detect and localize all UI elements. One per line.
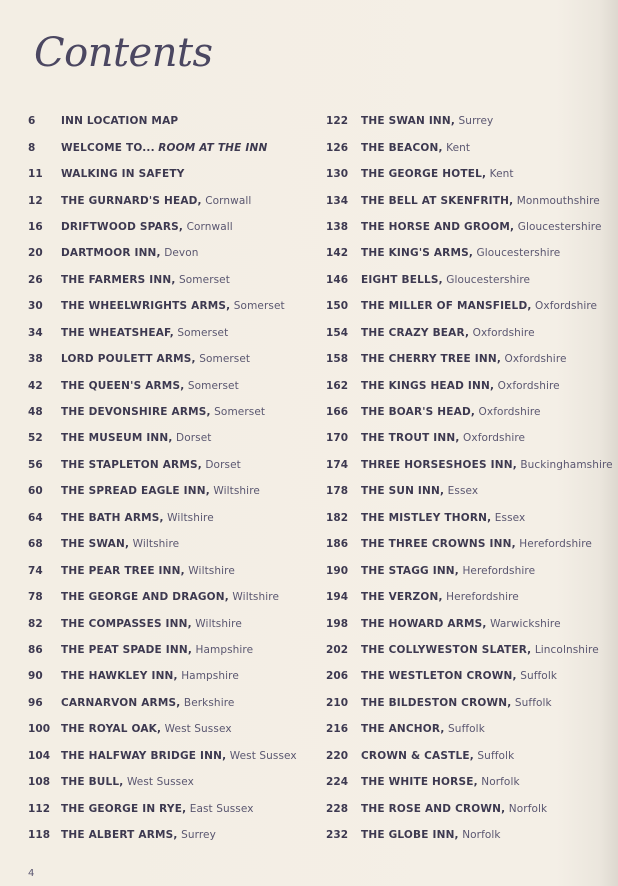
entry-inn-name: DRIFTWOOD SPARS,: [61, 220, 184, 233]
entry-inn-name: LORD POULETT ARMS,: [61, 353, 196, 366]
entry-location: Norfolk: [462, 829, 501, 842]
contents-entry[interactable]: [28, 108, 328, 134]
entry-page-number: 224: [326, 776, 349, 789]
entry-page-number: 96: [28, 696, 43, 709]
entry-inn-name: THE GURNARD'S HEAD,: [61, 194, 202, 207]
contents-entry[interactable]: [326, 716, 616, 742]
contents-entry[interactable]: [326, 134, 616, 160]
entry-location: West Sussex: [229, 749, 297, 762]
entry-page-number: 74: [28, 564, 43, 577]
entry-inn-name: WALKING IN SAFETY: [61, 168, 185, 181]
contents-entry[interactable]: [326, 346, 616, 372]
contents-entry[interactable]: [326, 505, 616, 531]
contents-entry[interactable]: [28, 531, 328, 557]
entry-page-number: 166: [326, 406, 349, 419]
entry-page-number: 228: [326, 802, 349, 815]
entry-page-number: 108: [28, 776, 51, 789]
contents-entry[interactable]: [326, 320, 616, 346]
entry-location: Oxfordshire: [504, 353, 567, 366]
entry-location: Gloucestershire: [476, 247, 561, 260]
entry-page-number: 52: [28, 432, 43, 445]
entry-location: Somerset: [199, 353, 251, 366]
contents-list-right: [326, 108, 616, 848]
contents-entry[interactable]: [28, 293, 328, 319]
contents-entry[interactable]: [28, 425, 328, 451]
entry-page-number: 68: [28, 538, 43, 551]
entry-page-number: 122: [326, 115, 349, 128]
entry-page-number: 202: [326, 643, 349, 656]
entry-location: Kent: [489, 168, 514, 181]
entry-page-number: 82: [28, 617, 43, 630]
entry-inn-name: THE STAPLETON ARMS,: [61, 458, 202, 471]
entry-page-number: 78: [28, 591, 43, 604]
entry-page-number: 86: [28, 643, 43, 656]
entry-inn-name: THE MISTLEY THORN,: [361, 511, 492, 524]
entry-page-number: 232: [326, 829, 349, 842]
entry-inn-name: THE HALFWAY BRIDGE INN,: [61, 749, 227, 762]
entry-location: Wiltshire: [232, 591, 280, 604]
entry-page-number: 134: [326, 194, 349, 207]
entry-page-number: 198: [326, 617, 349, 630]
entry-inn-name: CROWN & CASTLE,: [361, 749, 474, 762]
entry-page-number: 60: [28, 485, 43, 498]
entry-page-number: 90: [28, 670, 43, 683]
contents-entry[interactable]: [326, 531, 616, 557]
entry-page-number: 38: [28, 353, 43, 366]
contents-entry[interactable]: [28, 743, 328, 769]
entry-location: Herefordshire: [446, 591, 519, 604]
entry-page-number: 154: [326, 326, 349, 339]
entry-location: Norfolk: [481, 776, 520, 789]
contents-entry[interactable]: [28, 161, 328, 187]
contents-entry[interactable]: [28, 505, 328, 531]
contents-entry[interactable]: [326, 743, 616, 769]
entry-location: Hampshire: [181, 670, 239, 683]
contents-entry[interactable]: [28, 663, 328, 689]
entry-inn-name: THE HOWARD ARMS,: [361, 617, 487, 630]
entry-inn-name: THE PEAR TREE INN,: [61, 564, 185, 577]
entry-location: Cornwall: [205, 194, 252, 207]
entry-inn-name: THE QUEEN'S ARMS,: [61, 379, 185, 392]
contents-entry[interactable]: [28, 478, 328, 504]
entry-page-number: 100: [28, 723, 51, 736]
entry-page-number: 170: [326, 432, 349, 445]
contents-entry[interactable]: [326, 240, 616, 266]
entry-location: Essex: [447, 485, 479, 498]
entry-page-number: 48: [28, 406, 43, 419]
entry-location: Dorset: [176, 432, 212, 445]
entry-inn-name: INN LOCATION MAP: [61, 115, 179, 128]
entry-location: Herefordshire: [519, 538, 592, 551]
entry-location: Suffolk: [514, 696, 552, 709]
entry-location: Essex: [494, 511, 526, 524]
entry-location: Oxfordshire: [463, 432, 526, 445]
entry-location: Dorset: [205, 458, 241, 471]
contents-entry[interactable]: [326, 795, 616, 821]
entry-page-number: 34: [28, 326, 43, 339]
entry-inn-name: THE PEAT SPADE INN,: [61, 643, 193, 656]
entry-page-number: 182: [326, 511, 349, 524]
contents-entry[interactable]: [326, 161, 616, 187]
page-number: 4: [28, 868, 35, 879]
entry-page-number: 220: [326, 749, 349, 762]
contents-entry[interactable]: [326, 822, 616, 848]
entry-inn-name: THE GEORGE AND DRAGON,: [61, 591, 229, 604]
entry-page-number: 8: [28, 141, 36, 154]
entry-location: Suffolk: [520, 670, 558, 683]
contents-entry[interactable]: [326, 690, 616, 716]
entry-inn-name: THE KING'S ARMS,: [361, 247, 474, 260]
entry-inn-name: THE WHEATSHEAF,: [61, 326, 174, 339]
entry-inn-name: WELCOME TO...: [61, 141, 155, 154]
entry-location: Buckinghamshire: [520, 458, 613, 471]
contents-entry[interactable]: [28, 557, 328, 583]
entry-location: Warwickshire: [490, 617, 561, 630]
contents-entry[interactable]: [326, 637, 616, 663]
entry-location: Wiltshire: [188, 564, 235, 577]
contents-entry[interactable]: [326, 267, 616, 293]
entry-inn-name: THE BATH ARMS,: [61, 511, 164, 524]
contents-entry[interactable]: [28, 769, 328, 795]
contents-entry[interactable]: [28, 452, 328, 478]
entry-location: Oxfordshire: [497, 379, 560, 392]
entry-inn-name: THE DEVONSHIRE ARMS,: [61, 406, 211, 419]
contents-entry[interactable]: [326, 399, 616, 425]
contents-entry[interactable]: [326, 769, 616, 795]
contents-entry[interactable]: [326, 663, 616, 689]
page-title: Contents: [34, 30, 213, 76]
entry-inn-name: THE GEORGE IN RYE,: [61, 802, 187, 815]
entry-location: Gloucestershire: [446, 273, 531, 286]
entry-location: Wiltshire: [213, 485, 260, 498]
entry-page-number: 206: [326, 670, 349, 683]
contents-entry[interactable]: [28, 240, 328, 266]
entry-inn-name-italic: ROOM AT THE INN: [158, 141, 268, 154]
entry-location: Oxfordshire: [535, 300, 598, 313]
entry-inn-name: THE SWAN INN,: [361, 115, 456, 128]
entry-inn-name: THE BOAR'S HEAD,: [361, 406, 476, 419]
entry-inn-name: THE THREE CROWNS INN,: [361, 538, 516, 551]
contents-entry[interactable]: [28, 584, 328, 610]
entry-location: Gloucestershire: [517, 220, 602, 233]
entry-inn-name: THE FARMERS INN,: [61, 273, 176, 286]
entry-inn-name: THE STAGG INN,: [361, 564, 459, 577]
contents-entry[interactable]: [28, 187, 328, 213]
entry-inn-name: THE CRAZY BEAR,: [361, 326, 470, 339]
contents-entry[interactable]: [326, 214, 616, 240]
entry-inn-name: THE BILDESTON CROWN,: [361, 696, 512, 709]
contents-entry[interactable]: [326, 584, 616, 610]
contents-entry[interactable]: [28, 214, 328, 240]
entry-page-number: 6: [28, 115, 36, 128]
entry-page-number: 112: [28, 802, 51, 815]
entry-inn-name: THE HAWKLEY INN,: [61, 670, 178, 683]
entry-inn-name: THE GLOBE INN,: [361, 829, 459, 842]
entry-page-number: 12: [28, 194, 43, 207]
entry-location: Somerset: [179, 273, 230, 286]
contents-entry[interactable]: [28, 134, 328, 160]
entry-inn-name: THE SPREAD EAGLE INN,: [61, 485, 210, 498]
entry-location: Surrey: [458, 115, 494, 128]
entry-inn-name: THE ALBERT ARMS,: [61, 829, 178, 842]
entry-inn-name: THREE HORSESHOES INN,: [361, 458, 517, 471]
contents-entry[interactable]: [326, 610, 616, 636]
entry-page-number: 26: [28, 273, 43, 286]
entry-location: Suffolk: [448, 723, 485, 736]
entry-page-number: 64: [28, 511, 43, 524]
contents-list-left: [28, 108, 328, 848]
entry-inn-name: DARTMOOR INN,: [61, 247, 161, 260]
entry-location: West Sussex: [164, 723, 232, 736]
entry-location: Lincolnshire: [534, 643, 599, 656]
contents-entry[interactable]: [28, 399, 328, 425]
entry-page-number: 190: [326, 564, 349, 577]
entry-page-number: 11: [28, 168, 43, 181]
entry-page-number: 178: [326, 485, 349, 498]
entry-page-number: 42: [28, 379, 43, 392]
entry-inn-name: THE MILLER OF MANSFIELD,: [361, 300, 532, 313]
contents-entry[interactable]: [326, 108, 616, 134]
entry-page-number: 104: [28, 749, 51, 762]
entry-page-number: 56: [28, 458, 43, 471]
entry-page-number: 162: [326, 379, 349, 392]
entry-page-number: 138: [326, 220, 349, 233]
entry-location: Herefordshire: [462, 564, 536, 577]
entry-inn-name: THE WHITE HORSE,: [361, 776, 478, 789]
entry-inn-name: THE BULL,: [61, 776, 124, 789]
entry-inn-name: THE BEACON,: [361, 141, 443, 154]
entry-inn-name: THE WHEELWRIGHTS ARMS,: [61, 300, 231, 313]
entry-location: Oxfordshire: [478, 406, 541, 419]
contents-entry[interactable]: [28, 690, 328, 716]
entry-page-number: 142: [326, 247, 349, 260]
contents-entry[interactable]: [28, 320, 328, 346]
entry-inn-name: THE ANCHOR,: [361, 723, 445, 736]
entry-inn-name: THE ROSE AND CROWN,: [361, 802, 506, 815]
entry-inn-name: EIGHT BELLS,: [361, 273, 443, 286]
contents-entry[interactable]: [28, 716, 328, 742]
entry-inn-name: THE KINGS HEAD INN,: [361, 379, 495, 392]
entry-location: West Sussex: [126, 776, 194, 789]
entry-page-number: 186: [326, 538, 349, 551]
entry-inn-name: THE SWAN,: [61, 538, 130, 551]
entry-location: Monmouthshire: [516, 194, 600, 207]
entry-inn-name: THE SUN INN,: [361, 485, 445, 498]
contents-entry[interactable]: [28, 822, 328, 848]
entry-inn-name: THE MUSEUM INN,: [61, 432, 173, 445]
entry-page-number: 30: [28, 300, 43, 313]
entry-location: Oxfordshire: [472, 326, 535, 339]
entry-page-number: 20: [28, 247, 43, 260]
entry-page-number: 194: [326, 591, 349, 604]
entry-location: Somerset: [233, 300, 285, 313]
entry-page-number: 146: [326, 273, 349, 286]
entry-inn-name: THE HORSE AND GROOM,: [361, 220, 515, 233]
entry-location: Wiltshire: [167, 511, 214, 524]
entry-location: Kent: [446, 141, 471, 154]
entry-inn-name: THE VERZON,: [361, 591, 443, 604]
entry-page-number: 130: [326, 168, 349, 181]
entry-location: Somerset: [214, 406, 266, 419]
entry-inn-name: THE COMPASSES INN,: [61, 617, 192, 630]
entry-page-number: 158: [326, 353, 349, 366]
entry-page-number: 126: [326, 141, 349, 154]
contents-entry[interactable]: [28, 372, 328, 398]
entry-page-number: 16: [28, 220, 43, 233]
entry-page-number: 216: [326, 723, 349, 736]
entry-location: Norfolk: [508, 802, 548, 815]
entry-inn-name: THE BELL AT SKENFRITH,: [361, 194, 514, 207]
entry-location: Surrey: [181, 829, 216, 842]
contents-entry[interactable]: [326, 425, 616, 451]
contents-entry[interactable]: [28, 795, 328, 821]
entry-location: East Sussex: [189, 802, 254, 815]
entry-inn-name: CARNARVON ARMS,: [61, 696, 181, 709]
entry-location: Berkshire: [183, 696, 235, 709]
entry-inn-name: THE COLLYWESTON SLATER,: [361, 643, 532, 656]
entry-location: Cornwall: [186, 220, 233, 233]
entry-page-number: 210: [326, 696, 349, 709]
entry-page-number: 150: [326, 300, 349, 313]
contents-entry[interactable]: [326, 293, 616, 319]
entry-location: Wiltshire: [132, 538, 180, 551]
contents-entry[interactable]: [28, 346, 328, 372]
entry-page-number: 174: [326, 458, 349, 471]
contents-entry[interactable]: [28, 267, 328, 293]
entry-inn-name: THE TROUT INN,: [361, 432, 460, 445]
contents-entry[interactable]: [28, 610, 328, 636]
entry-location: Somerset: [177, 326, 229, 339]
entry-inn-name: THE CHERRY TREE INN,: [361, 353, 502, 366]
entry-location: Devon: [164, 247, 199, 260]
contents-entry[interactable]: [28, 637, 328, 663]
entry-location: Suffolk: [477, 749, 515, 762]
entry-inn-name: THE GEORGE HOTEL,: [361, 168, 487, 181]
entry-location: Hampshire: [195, 643, 254, 656]
contents-entry[interactable]: [326, 557, 616, 583]
entry-location: Wiltshire: [195, 617, 242, 630]
entry-page-number: 118: [28, 829, 51, 842]
entry-inn-name: THE WESTLETON CROWN,: [361, 670, 517, 683]
contents-entry[interactable]: [326, 478, 616, 504]
entry-location: Somerset: [187, 379, 239, 392]
contents-entry[interactable]: [326, 452, 616, 478]
entry-inn-name: THE ROYAL OAK,: [61, 723, 162, 736]
contents-entry[interactable]: [326, 187, 616, 213]
contents-entry[interactable]: [326, 372, 616, 398]
